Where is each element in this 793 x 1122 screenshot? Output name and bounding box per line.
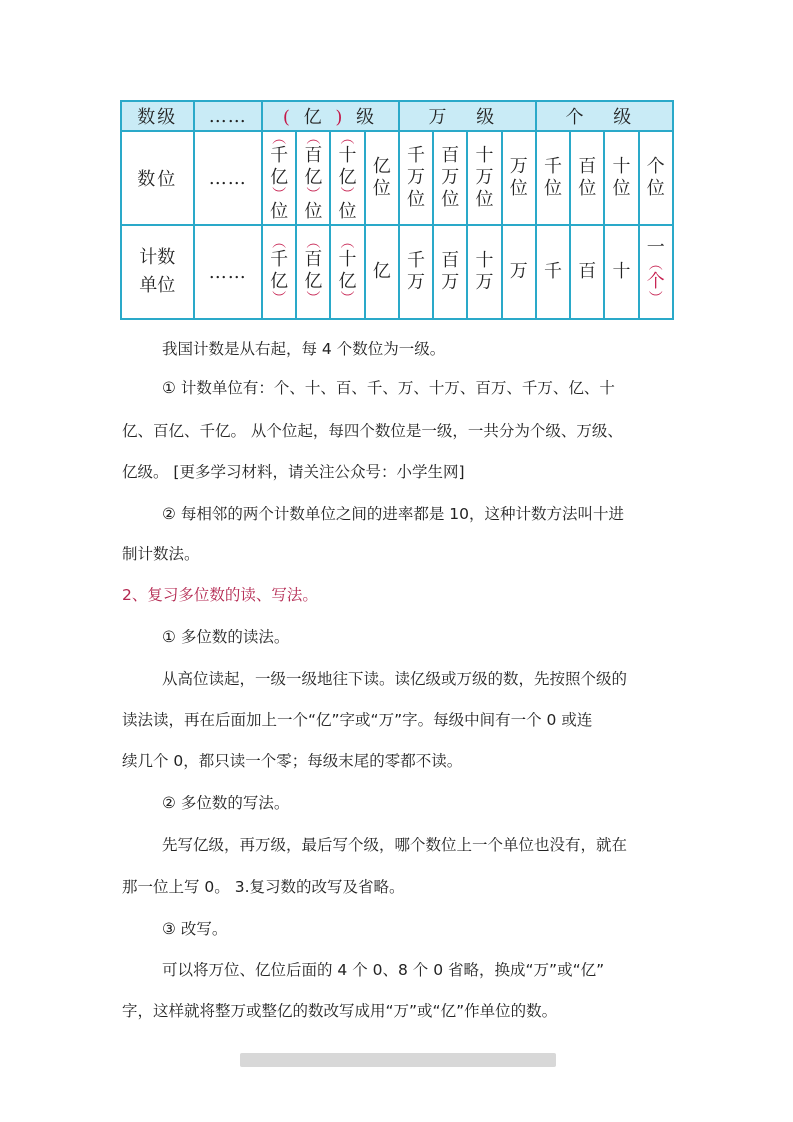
yi-level-cell [262,101,399,131]
row2-cell [502,131,536,225]
cell-char: 万 [509,156,528,177]
vertical-text [475,250,495,294]
paragraph-line: 那一位上写 0。 3.复习数的改写及省略。 [122,878,405,896]
vertical-text [577,261,597,283]
row2-cell [296,131,330,225]
cell-char: 千 [270,145,289,166]
cell-char: 位 [646,178,665,199]
paragraph-line: ② 每相邻的两个计数单位之间的进率都是 10，这种计数方法叫十进 [162,505,624,523]
cell-char: 位 [338,201,357,222]
cell-char: 千 [270,248,289,270]
cell-char: 位 [270,201,289,222]
ji-text: 级 [356,107,379,128]
paragraph-line: 我国计数是从右起，每 4 个数位为一级。 [162,340,446,358]
row3-cell [399,225,433,319]
cell-char: 万 [407,272,426,293]
cell-char: 位 [475,189,494,210]
row2-cell [536,131,570,225]
paren-right: ) [335,107,347,128]
place-row [121,131,673,225]
paragraph-line: 亿、百亿、千亿。 从个位起，每四个数位是一级，一共分为个级、万级、 [122,422,623,440]
paragraph-line: 读法读，再在后面加上一个“亿”字或“万”字。每级中间有一个 0 或连 [122,711,593,729]
row3-cell [365,225,399,319]
paragraph-line: ② 多位数的写法。 [162,794,290,812]
paren-top-mark: ︵ [272,234,287,251]
paren-top-mark: ︵ [648,256,663,273]
cell-char: 位 [441,189,460,210]
paragraph-line: 可以将万位、亿位后面的 4 个 0、8 个 0 省略，换成“万”或“亿” [162,961,605,979]
cell-char: 千 [544,156,563,177]
cell-char: 十 [475,250,494,271]
paren-top-mark: ︵ [272,131,287,147]
section-heading: 2、复习多位数的读、写法。 [122,586,318,604]
paragraph-line: 制计数法。 [122,545,200,563]
unit-label [121,225,194,319]
row2-cell [433,131,467,225]
row2-cell [365,131,399,225]
paren-bottom-mark: ︶ [340,290,355,307]
row2-cell [330,131,364,225]
row2-cell [639,131,673,225]
place-dots: …… [194,131,262,225]
paren-left: ( [282,107,294,128]
vertical-text [269,234,289,307]
row3-cell [296,225,330,319]
cell-char: 十 [612,156,631,177]
ge-level-cell: 个 级 [536,101,673,131]
place-label: 数位 [121,131,194,225]
cell-char: 十 [475,145,494,166]
cell-char: 万 [441,167,460,188]
cell-char: 百 [578,156,597,177]
paragraph-line: 续几个 0，都只读一个零；每级末尾的零都不读。 [122,752,463,770]
unit-dots: …… [194,225,262,319]
level-label: 数级 [121,101,194,131]
cell-char: 千 [544,261,563,282]
row3-cell [262,225,296,319]
row2-cell [399,131,433,225]
cell-char: 十 [338,248,357,270]
cell-char: 百 [304,145,323,166]
vertical-text [646,156,666,200]
paren-bottom-mark: ︶ [272,187,287,203]
cell-char: 一 [646,236,665,258]
paren-bottom-mark: ︶ [340,187,355,203]
vertical-text [577,156,597,200]
row3-cell [502,225,536,319]
paren-top-mark: ︵ [306,234,321,251]
cell-char: 万 [475,272,494,293]
paren-top-mark: ︵ [306,131,321,147]
level-dots: …… [194,101,262,131]
vertical-text [406,145,426,211]
row2-cell [604,131,638,225]
paren-bottom-mark: ︶ [306,187,321,203]
vertical-text [372,156,392,200]
paragraph-line: 亿级。 [更多学习材料，请关注公众号：小学生网] [122,463,465,481]
cell-char: 万 [407,167,426,188]
cell-char: 位 [509,178,528,199]
cell-char: 个 [646,156,665,177]
cell-char: 亿 [270,167,289,188]
vertical-text [440,145,460,211]
cell-char: 十 [338,145,357,166]
cell-char: 千 [407,145,426,166]
row2-cell [570,131,604,225]
paragraph-line: ③ 改写。 [162,920,228,938]
vertical-text [509,261,529,283]
cell-char: 亿 [270,270,289,292]
yi-level-text: 亿 [303,107,326,128]
cell-char: 万 [441,272,460,293]
cell-char: 亿 [372,261,391,282]
cell-char: 位 [612,178,631,199]
row3-cell [467,225,501,319]
vertical-text [303,234,323,307]
row3-cell [330,225,364,319]
cell-char: 亿 [338,270,357,292]
cell-char: 十 [612,261,631,282]
vertical-text [406,250,426,294]
paragraph-line: ① 多位数的读法。 [162,628,290,646]
cell-char: 亿 [304,167,323,188]
vertical-text [509,156,529,200]
cell-char: 千 [407,250,426,271]
paragraph-line: 先写亿级，再万级，最后写个级，哪个数位上一个单位也没有，就在 [162,836,628,854]
row3-cell [604,225,638,319]
unit-label-text: 计数单位 [139,247,176,296]
row2-cell [262,131,296,225]
vertical-text [338,234,358,307]
blurred-footer [240,1053,556,1067]
paragraph-line: 从高位读起，一级一级地往下读。读亿级或万级的数，先按照个级的 [162,670,628,688]
cell-char: 万 [509,261,528,282]
vertical-text [338,133,358,223]
cell-char: 亿 [304,270,323,292]
vertical-text [303,133,323,223]
cell-char: 百 [578,261,597,282]
cell-char: 百 [441,145,460,166]
cell-char: 位 [372,178,391,199]
vertical-text [611,261,631,283]
cell-char: 位 [304,201,323,222]
level-row [121,101,673,131]
row3-cell [639,225,673,319]
vertical-text [543,156,563,200]
vertical-text [440,250,460,294]
wan-level-cell: 万 级 [399,101,536,131]
vertical-text [372,261,392,283]
unit-row [121,225,673,319]
row3-cell [570,225,604,319]
vertical-text [543,261,563,283]
cell-char: 位 [578,178,597,199]
cell-char: 个 [646,270,665,292]
paren-bottom-mark: ︶ [306,290,321,307]
cell-char: 亿 [372,156,391,177]
vertical-text [269,133,289,223]
row2-cell [467,131,501,225]
cell-char: 亿 [338,167,357,188]
cell-char: 百 [441,250,460,271]
paren-top-mark: ︵ [340,234,355,251]
paren-top-mark: ︵ [340,131,355,147]
vertical-text [475,145,495,211]
vertical-text [646,237,666,305]
paragraph-line: 字，这样就将整万或整亿的数改写成用“万”或“亿”作单位的数。 [122,1002,558,1020]
cell-char: 位 [544,178,563,199]
place-value-table [120,100,674,320]
cell-char: 万 [475,167,494,188]
paren-bottom-mark: ︶ [648,290,663,307]
vertical-text [611,156,631,200]
cell-char: 位 [407,189,426,210]
paren-bottom-mark: ︶ [272,290,287,307]
cell-char: 百 [304,248,323,270]
row3-cell [536,225,570,319]
row3-cell [433,225,467,319]
paragraph-line: ① 计数单位有：个、十、百、千、万、十万、百万、千万、亿、十 [162,379,615,397]
